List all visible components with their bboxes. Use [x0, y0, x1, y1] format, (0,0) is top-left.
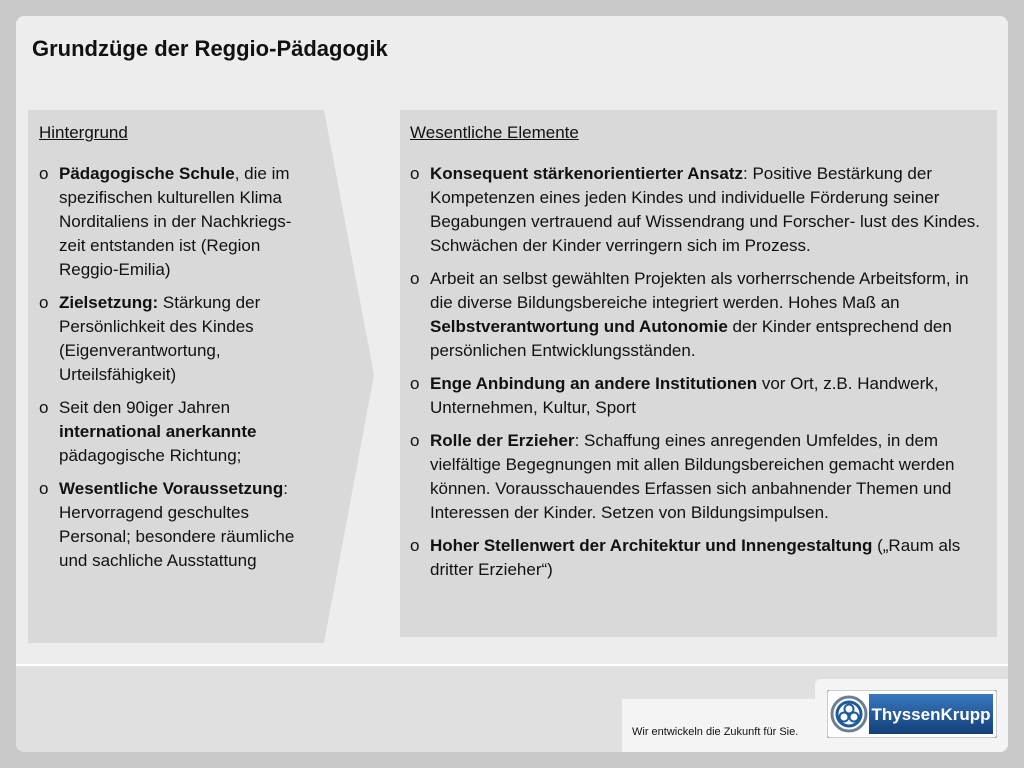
list-item	[410, 162, 985, 258]
list-item	[39, 477, 309, 573]
left-column-heading: Hintergrund	[39, 123, 128, 142]
list-item	[39, 291, 309, 387]
item-text: : Schaffung eines anregenden Umfeldes, in dem vielfältige Begegnungen mit allen Bildungsbereichen gemacht werden können. Vorausschauendes Erfassen sich anbahnender Themen und Interessen der Kinder. Setzen von Bildungsimpulsen.	[430, 431, 955, 522]
item-bold: Konsequent stärkenorientierter Ansatz	[430, 164, 743, 183]
list-item	[39, 396, 309, 468]
item-text: , die im spezifischen kulturellen Klima Norditaliens in der Nachkriegs- zeit entstanden ist (Region Reggio-Emilia)	[59, 164, 292, 279]
thyssenkrupp-emblem-icon	[832, 697, 866, 731]
logo-text: ThyssenKrupp	[871, 705, 991, 724]
thyssenkrupp-logo	[827, 690, 997, 738]
item-bold: Hoher Stellenwert der Architektur und Innengestaltung	[430, 536, 873, 555]
item-bold: Pädagogische Schule	[59, 164, 235, 183]
item-text: : Positive Bestärkung der Kompetenzen eines jeden Kindes und individuelle Förderung seiner Begabungen vertrauend auf Wissendrang und Forscher- lust des Kindes. Schwächen der Kinder verringern sich im Prozess.	[430, 164, 980, 255]
item-text: Arbeit an selbst gewählten Projekten als vorherrschende Arbeitsform, in die diverse Bildungsbereiche integriert werden. Hohes Maß an	[430, 269, 969, 312]
list-item	[410, 267, 985, 363]
bullet-marker: o	[410, 269, 420, 288]
bullet-marker: o	[39, 293, 49, 312]
page-title: Grundzüge der Reggio-Pädagogik	[32, 36, 388, 61]
list-item	[39, 162, 309, 282]
footer-tagline: Wir entwickeln die Zukunft für Sie.	[632, 726, 799, 738]
right-bullet-list	[410, 162, 985, 591]
item-bold: Enge Anbindung an andere Institutionen	[430, 374, 758, 393]
item-text: („Raum als dritter Erzieher“)	[430, 536, 961, 579]
item-bold: Rolle der Erzieher	[430, 431, 575, 450]
list-item	[410, 429, 985, 525]
bullet-marker: o	[39, 398, 49, 417]
bullet-marker: o	[410, 164, 420, 183]
item-text: pädagogische Richtung;	[59, 446, 242, 465]
item-text: vor Ort, z.B. Handwerk, Unternehmen, Kultur, Sport	[430, 374, 939, 417]
item-bold: international anerkannte	[59, 422, 257, 441]
item-text: Stärkung der Persönlichkeit des Kindes (Eigenverantwortung, Urteilsfähigkeit)	[59, 293, 261, 384]
bullet-marker: o	[39, 164, 49, 183]
left-bullet-list	[39, 162, 309, 582]
item-bold: Wesentliche Voraussetzung	[59, 479, 284, 498]
item-text: : Hervorragend geschultes Personal; besondere räumliche und sachliche Ausstattung	[59, 479, 295, 570]
list-item	[410, 372, 985, 420]
footer-divider	[16, 664, 1008, 666]
bullet-marker: o	[410, 374, 420, 393]
bullet-marker: o	[410, 536, 420, 555]
bullet-marker: o	[39, 479, 49, 498]
right-column-heading: Wesentliche Elemente	[410, 123, 579, 142]
list-item	[410, 534, 985, 582]
item-text: der Kinder entsprechend den persönlichen Entwicklungsständen.	[430, 317, 952, 360]
item-bold: Selbstverantwortung und Autonomie	[430, 317, 728, 336]
item-text: Seit den 90iger Jahren	[59, 398, 231, 417]
bullet-marker: o	[410, 431, 420, 450]
item-bold: Zielsetzung:	[59, 293, 159, 312]
